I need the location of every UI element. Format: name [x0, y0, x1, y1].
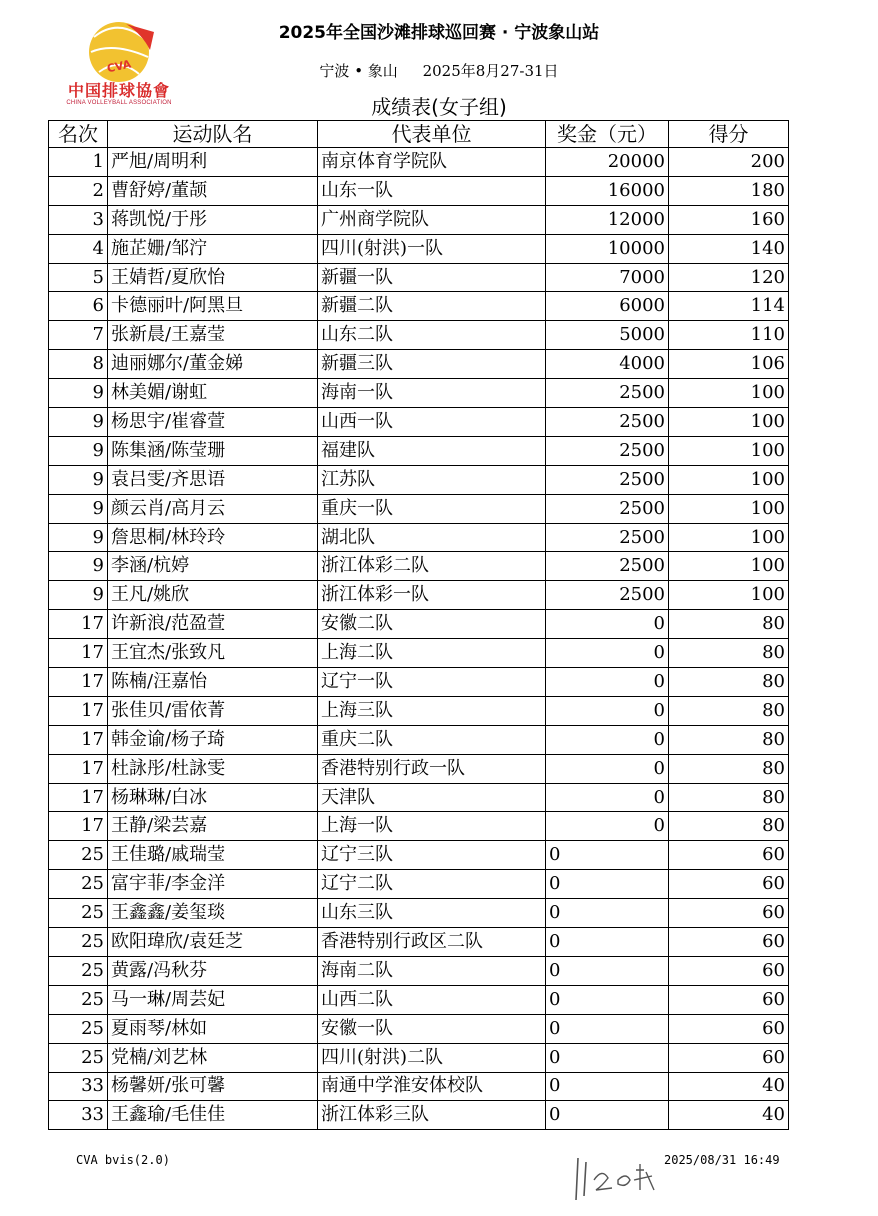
points-cell: 180 [669, 176, 789, 205]
table-row [49, 436, 789, 465]
table-row [49, 783, 789, 812]
rank-cell: 17 [49, 668, 108, 697]
team-cell: 许新浪/范盈萱 [108, 610, 318, 639]
rank-cell: 9 [49, 581, 108, 610]
table-row [49, 465, 789, 494]
column-header-prize: 奖金（元） [546, 121, 669, 148]
table-row [49, 1101, 789, 1130]
prize-cell: 2500 [546, 408, 669, 437]
team-cell: 王婧哲/夏欣怡 [108, 263, 318, 292]
prize-cell: 7000 [546, 263, 669, 292]
team-cell: 迪丽娜尔/董金娣 [108, 350, 318, 379]
points-cell: 60 [669, 870, 789, 899]
rank-cell: 25 [49, 985, 108, 1014]
rank-cell: 8 [49, 350, 108, 379]
table-row [49, 610, 789, 639]
table-row [49, 205, 789, 234]
team-cell: 严旭/周明利 [108, 148, 318, 177]
rank-cell: 25 [49, 956, 108, 985]
rank-cell: 1 [49, 148, 108, 177]
points-cell: 120 [669, 263, 789, 292]
prize-cell: 20000 [546, 148, 669, 177]
team-cell: 蒋凯悦/于彤 [108, 205, 318, 234]
team-cell: 富宇菲/李金洋 [108, 870, 318, 899]
team-cell: 杨琳琳/白冰 [108, 783, 318, 812]
rank-cell: 7 [49, 321, 108, 350]
table-row [49, 639, 789, 668]
table-row [49, 1072, 789, 1101]
table-row [49, 379, 789, 408]
unit-cell: 江苏队 [318, 465, 546, 494]
points-cell: 140 [669, 234, 789, 263]
table-row [49, 581, 789, 610]
unit-cell: 上海二队 [318, 639, 546, 668]
rank-cell: 6 [49, 292, 108, 321]
footer-timestamp: 2025/08/31 16:49 [664, 1153, 780, 1167]
unit-cell: 浙江体彩三队 [318, 1101, 546, 1130]
table-row [49, 985, 789, 1014]
prize-cell: 0 [546, 985, 669, 1014]
prize-cell: 2500 [546, 494, 669, 523]
table-row [49, 899, 789, 928]
prize-cell: 0 [546, 1043, 669, 1072]
points-cell: 106 [669, 350, 789, 379]
column-header-rank: 名次 [49, 121, 108, 148]
rank-cell: 25 [49, 841, 108, 870]
table-title: 成绩表(女子组) [371, 95, 507, 119]
team-cell: 杨馨妍/张可馨 [108, 1072, 318, 1101]
rank-cell: 9 [49, 552, 108, 581]
unit-cell: 山西一队 [318, 408, 546, 437]
table-row [49, 754, 789, 783]
prize-cell: 0 [546, 899, 669, 928]
table-row [49, 870, 789, 899]
points-cell: 80 [669, 783, 789, 812]
table-row [49, 725, 789, 754]
team-cell: 王鑫瑜/毛佳佳 [108, 1101, 318, 1130]
rank-cell: 2 [49, 176, 108, 205]
team-cell: 杜詠彤/杜詠雯 [108, 754, 318, 783]
svg-text:CVA: CVA [105, 57, 133, 76]
logo-chinese-text: 中国排球協會 [67, 81, 170, 100]
prize-cell: 0 [546, 812, 669, 841]
team-cell: 王凡/姚欣 [108, 581, 318, 610]
prize-cell: 2500 [546, 465, 669, 494]
team-cell: 王佳璐/戚瑞莹 [108, 841, 318, 870]
table-row [49, 812, 789, 841]
handwritten-signature [572, 1150, 662, 1205]
prize-cell: 0 [546, 928, 669, 957]
unit-cell: 天津队 [318, 783, 546, 812]
rank-cell: 17 [49, 696, 108, 725]
prize-cell: 2500 [546, 523, 669, 552]
points-cell: 100 [669, 552, 789, 581]
table-header-row [49, 121, 789, 148]
team-cell: 王鑫鑫/姜玺琰 [108, 899, 318, 928]
table-row [49, 321, 789, 350]
unit-cell: 海南二队 [318, 956, 546, 985]
points-cell: 160 [669, 205, 789, 234]
points-cell: 80 [669, 639, 789, 668]
rank-cell: 9 [49, 379, 108, 408]
points-cell: 60 [669, 841, 789, 870]
team-cell: 陈楠/汪嘉怡 [108, 668, 318, 697]
unit-cell: 辽宁一队 [318, 668, 546, 697]
column-header-team: 运动队名 [108, 121, 318, 148]
page-title: 2025年全国沙滩排球巡回赛 · 宁波象山站 [278, 23, 600, 43]
points-cell: 100 [669, 494, 789, 523]
team-cell: 王静/梁芸嘉 [108, 812, 318, 841]
points-cell: 80 [669, 668, 789, 697]
points-cell: 200 [669, 148, 789, 177]
team-cell: 张新晨/王嘉莹 [108, 321, 318, 350]
results-table [48, 120, 789, 1130]
prize-cell: 0 [546, 610, 669, 639]
prize-cell: 0 [546, 639, 669, 668]
table-row [49, 408, 789, 437]
rank-cell: 9 [49, 523, 108, 552]
table-row [49, 350, 789, 379]
rank-cell: 4 [49, 234, 108, 263]
prize-cell: 5000 [546, 321, 669, 350]
subtitle [0, 60, 878, 81]
prize-cell: 10000 [546, 234, 669, 263]
prize-cell: 0 [546, 841, 669, 870]
points-cell: 60 [669, 956, 789, 985]
team-cell: 袁吕雯/齐思语 [108, 465, 318, 494]
team-cell: 欧阳瑋欣/袁廷芝 [108, 928, 318, 957]
unit-cell: 安徽一队 [318, 1014, 546, 1043]
rank-cell: 5 [49, 263, 108, 292]
prize-cell: 4000 [546, 350, 669, 379]
team-cell: 林美媚/谢虹 [108, 379, 318, 408]
unit-cell: 新疆一队 [318, 263, 546, 292]
unit-cell: 新疆二队 [318, 292, 546, 321]
rank-cell: 17 [49, 725, 108, 754]
points-cell: 100 [669, 379, 789, 408]
points-cell: 110 [669, 321, 789, 350]
rank-cell: 9 [49, 408, 108, 437]
rank-cell: 33 [49, 1072, 108, 1101]
table-row [49, 1043, 789, 1072]
unit-cell: 重庆一队 [318, 494, 546, 523]
table-row [49, 292, 789, 321]
prize-cell: 12000 [546, 205, 669, 234]
prize-cell: 2500 [546, 379, 669, 408]
rank-cell: 9 [49, 436, 108, 465]
rank-cell: 25 [49, 899, 108, 928]
table-row [49, 176, 789, 205]
points-cell: 100 [669, 581, 789, 610]
rank-cell: 25 [49, 1014, 108, 1043]
rank-cell: 17 [49, 812, 108, 841]
prize-cell: 0 [546, 783, 669, 812]
points-cell: 40 [669, 1101, 789, 1130]
unit-cell: 上海一队 [318, 812, 546, 841]
team-cell: 卡德丽叶/阿黑旦 [108, 292, 318, 321]
team-cell: 王宜杰/张致凡 [108, 639, 318, 668]
points-cell: 80 [669, 725, 789, 754]
table-row [49, 552, 789, 581]
rank-cell: 17 [49, 610, 108, 639]
prize-cell: 0 [546, 668, 669, 697]
column-header-unit: 代表单位 [318, 121, 546, 148]
table-row [49, 494, 789, 523]
team-cell: 詹思桐/林玲玲 [108, 523, 318, 552]
unit-cell: 山东一队 [318, 176, 546, 205]
team-cell: 杨思宇/崔睿萱 [108, 408, 318, 437]
unit-cell: 山西二队 [318, 985, 546, 1014]
rank-cell: 17 [49, 754, 108, 783]
unit-cell: 南通中学淮安体校队 [318, 1072, 546, 1101]
table-row [49, 148, 789, 177]
team-cell: 韩金谕/杨子琦 [108, 725, 318, 754]
rank-cell: 9 [49, 494, 108, 523]
unit-cell: 南京体育学院队 [318, 148, 546, 177]
rank-cell: 17 [49, 639, 108, 668]
prize-cell: 0 [546, 956, 669, 985]
prize-cell: 0 [546, 870, 669, 899]
points-cell: 80 [669, 812, 789, 841]
points-cell: 60 [669, 899, 789, 928]
points-cell: 100 [669, 523, 789, 552]
team-cell: 黄露/冯秋芬 [108, 956, 318, 985]
rank-cell: 25 [49, 1043, 108, 1072]
rank-cell: 25 [49, 870, 108, 899]
prize-cell: 6000 [546, 292, 669, 321]
unit-cell: 山东三队 [318, 899, 546, 928]
prize-cell: 0 [546, 1014, 669, 1043]
team-cell: 陈集涵/陈莹珊 [108, 436, 318, 465]
column-header-points: 得分 [669, 121, 789, 148]
points-cell: 80 [669, 696, 789, 725]
rank-cell: 25 [49, 928, 108, 957]
rank-cell: 3 [49, 205, 108, 234]
points-cell: 100 [669, 408, 789, 437]
points-cell: 60 [669, 1043, 789, 1072]
unit-cell: 辽宁三队 [318, 841, 546, 870]
prize-cell: 2500 [546, 581, 669, 610]
unit-cell: 山东二队 [318, 321, 546, 350]
team-cell: 李涵/杭婷 [108, 552, 318, 581]
unit-cell: 上海三队 [318, 696, 546, 725]
prize-cell: 16000 [546, 176, 669, 205]
unit-cell: 湖北队 [318, 523, 546, 552]
unit-cell: 福建队 [318, 436, 546, 465]
table-row [49, 1014, 789, 1043]
table-row [49, 956, 789, 985]
team-cell: 党楠/刘艺林 [108, 1043, 318, 1072]
rank-cell: 17 [49, 783, 108, 812]
table-row [49, 523, 789, 552]
team-cell: 马一琳/周芸妃 [108, 985, 318, 1014]
prize-cell: 0 [546, 1072, 669, 1101]
team-cell: 张佳贝/雷依菁 [108, 696, 318, 725]
prize-cell: 2500 [546, 436, 669, 465]
unit-cell: 新疆三队 [318, 350, 546, 379]
team-cell: 颜云肖/高月云 [108, 494, 318, 523]
prize-cell: 0 [546, 725, 669, 754]
unit-cell: 浙江体彩二队 [318, 552, 546, 581]
results-body [49, 148, 789, 1130]
prize-cell: 0 [546, 696, 669, 725]
points-cell: 60 [669, 928, 789, 957]
event-date: 2025年8月27-31日 [422, 62, 559, 80]
unit-cell: 香港特别行政区二队 [318, 928, 546, 957]
unit-cell: 四川(射洪)一队 [318, 234, 546, 263]
prize-cell: 0 [546, 1101, 669, 1130]
points-cell: 60 [669, 1014, 789, 1043]
points-cell: 40 [669, 1072, 789, 1101]
unit-cell: 广州商学院队 [318, 205, 546, 234]
points-cell: 60 [669, 985, 789, 1014]
rank-cell: 33 [49, 1101, 108, 1130]
table-row [49, 234, 789, 263]
footer-system-label: CVA bvis(2.0) [76, 1153, 170, 1167]
logo-english-text: CHINA VOLLEYBALL ASSOCIATION [66, 100, 172, 106]
table-row [49, 668, 789, 697]
table-row [49, 263, 789, 292]
prize-cell: 2500 [546, 552, 669, 581]
team-cell: 曹舒婷/董颉 [108, 176, 318, 205]
unit-cell: 浙江体彩一队 [318, 581, 546, 610]
unit-cell: 海南一队 [318, 379, 546, 408]
unit-cell: 四川(射洪)二队 [318, 1043, 546, 1072]
unit-cell: 香港特别行政一队 [318, 754, 546, 783]
unit-cell: 重庆二队 [318, 725, 546, 754]
unit-cell: 辽宁二队 [318, 870, 546, 899]
points-cell: 100 [669, 436, 789, 465]
rank-cell: 9 [49, 465, 108, 494]
points-cell: 114 [669, 292, 789, 321]
team-cell: 夏雨琴/林如 [108, 1014, 318, 1043]
event-location: 宁波 • 象山 [319, 62, 398, 80]
table-row [49, 696, 789, 725]
table-row [49, 928, 789, 957]
points-cell: 80 [669, 754, 789, 783]
points-cell: 100 [669, 465, 789, 494]
team-cell: 施芷姗/邹泞 [108, 234, 318, 263]
table-row [49, 841, 789, 870]
prize-cell: 0 [546, 754, 669, 783]
unit-cell: 安徽二队 [318, 610, 546, 639]
points-cell: 80 [669, 610, 789, 639]
